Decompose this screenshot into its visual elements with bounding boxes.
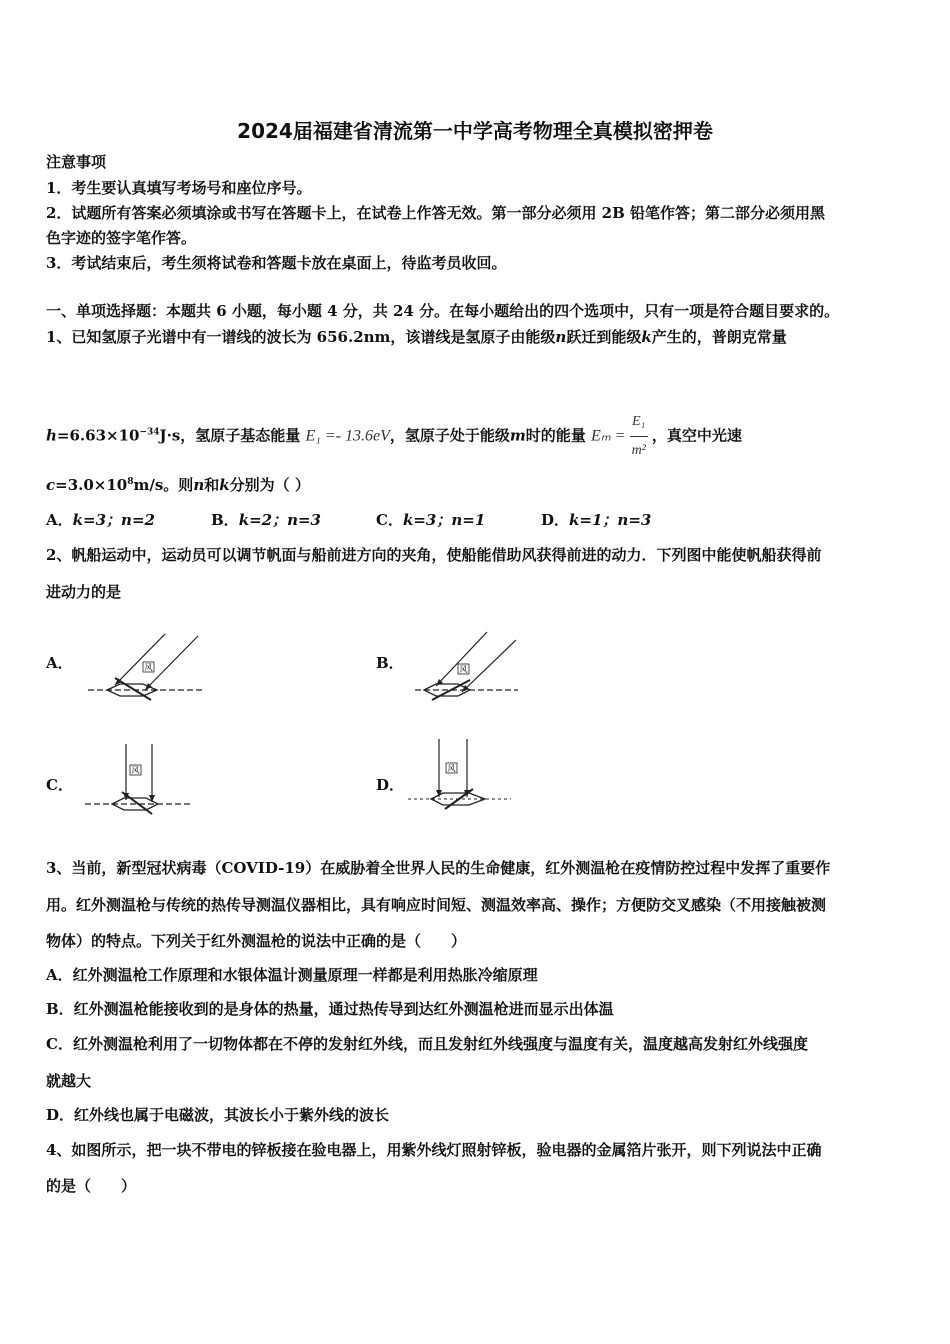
q1-option-d: D．k=1；n=3 (541, 511, 652, 529)
q3-option-c: C．红外测温枪利用了一切物体都在不停的发射红外线，而且发射红外线强度与温度有关，温度越高发射红外线强度 (46, 1035, 808, 1053)
q1-line1: 1、已知氢原子光谱中有一谱线的波长为 656.2nm，该谱线是氢原子由能级n跃迁到能级k产生的，普朗克常量 (46, 328, 787, 346)
energy-fraction: $\frac{\text{E₁}}{\text{m²}}$ (630, 408, 648, 465)
sailboat-figure-c (82, 740, 194, 820)
ground-energy-formula: E₁ =- 13.6eV (305, 427, 390, 445)
q1-option-c: C．k=3；n=1 (376, 511, 486, 529)
wind-label-d: 风 (447, 764, 456, 773)
wind-label-b: 风 (459, 665, 468, 674)
q3-option-c-cont: 就越大 (46, 1072, 92, 1090)
q3-option-b: B．红外测温枪能接收到的是身体的热量，通过热传导到达红外测温枪进而显示出体温 (46, 1000, 614, 1018)
q3-line1: 3、当前，新型冠状病毒（COVID-19）在威胁着全世界人民的生命健康，红外测温枪在疫情防控过程中发挥了重要作 (46, 859, 831, 877)
q2-label-a: A． (46, 654, 73, 672)
q2-label-d: D． (376, 776, 405, 794)
q1-option-b: B．k=2；n=3 (211, 511, 321, 529)
q3-option-d: D．红外线也属于电磁波，其波长小于紫外线的波长 (46, 1106, 390, 1124)
notice-heading: 注意事项 (46, 153, 107, 171)
q3-line2: 用。红外测温枪与传统的热传导测温仪器相比，具有响应时间短、测温效率高、操作；方便防交叉感染（不用接触被测 (46, 896, 827, 914)
page-title: 2024届福建省清流第一中学高考物理全真模拟密押卷 (237, 119, 713, 143)
notice-item-1: 1．考生要认真填写考场号和座位序号。 (46, 179, 312, 197)
q3-option-a: A．红外测温枪工作原理和水银体温计测量原理一样都是利用热胀冷缩原理 (46, 966, 538, 984)
sailboat-figure-a (85, 630, 210, 705)
q1-line3: $c=3.0\times 10^8m/s$。则n和k分别为（ ） (46, 476, 310, 494)
q3-line3: 物体）的特点。下列关于红外测温枪的说法中正确的是（ ） (46, 932, 467, 950)
level-energy-formula: Eₘ = (591, 427, 626, 445)
sailboat-figure-b (412, 630, 522, 705)
notice-item-3: 3．考试结束后，考生须将试卷和答题卡放在桌面上，待监考员收回。 (46, 254, 507, 272)
q2-label-c: C． (46, 776, 73, 794)
wind-label-c: 风 (131, 766, 140, 775)
section-heading: 一、单项选择题：本题共 6 小题，每小题 4 分，共 24 分。在每小题给出的四个选项中，只有一项是符合题目要求的。 (46, 302, 840, 320)
q1-line2: $h=6.63\times 10^{-34}J\cdot s$，氢原子基态能量 E₁ =- 13.6eV，氢原子处于能级m时的能量 Eₘ = $\frac{\text{E₁}}{\text{m²}}$ ，真空中光速 (46, 408, 742, 465)
q1-option-a: A．k=3；n=2 (46, 511, 155, 529)
q2-label-b: B． (376, 654, 404, 672)
wind-label-a: 风 (144, 663, 153, 672)
notice-item-2-cont: 色字迹的签字笔作答。 (46, 229, 197, 247)
notice-item-2: 2．试题所有答案必须填涂或书写在答题卡上，在试卷上作答无效。第一部分必须用 2B 铅笔作答；第二部分必须用黑 (46, 204, 826, 222)
q4-line1: 4、如图所示，把一块不带电的锌板接在验电器上，用紫外线灯照射锌板，验电器的金属箔片张开，则下列说法中正确 (46, 1141, 822, 1159)
sailboat-figure-d (405, 735, 515, 820)
q2-line1: 2、帆船运动中，运动员可以调节帆面与船前进方向的夹角，使船能借助风获得前进的动力．下列图中能使帆船获得前 (46, 546, 822, 564)
q4-line2: 的是（ ） (46, 1177, 137, 1195)
q2-line2: 进动力的是 (46, 583, 122, 601)
